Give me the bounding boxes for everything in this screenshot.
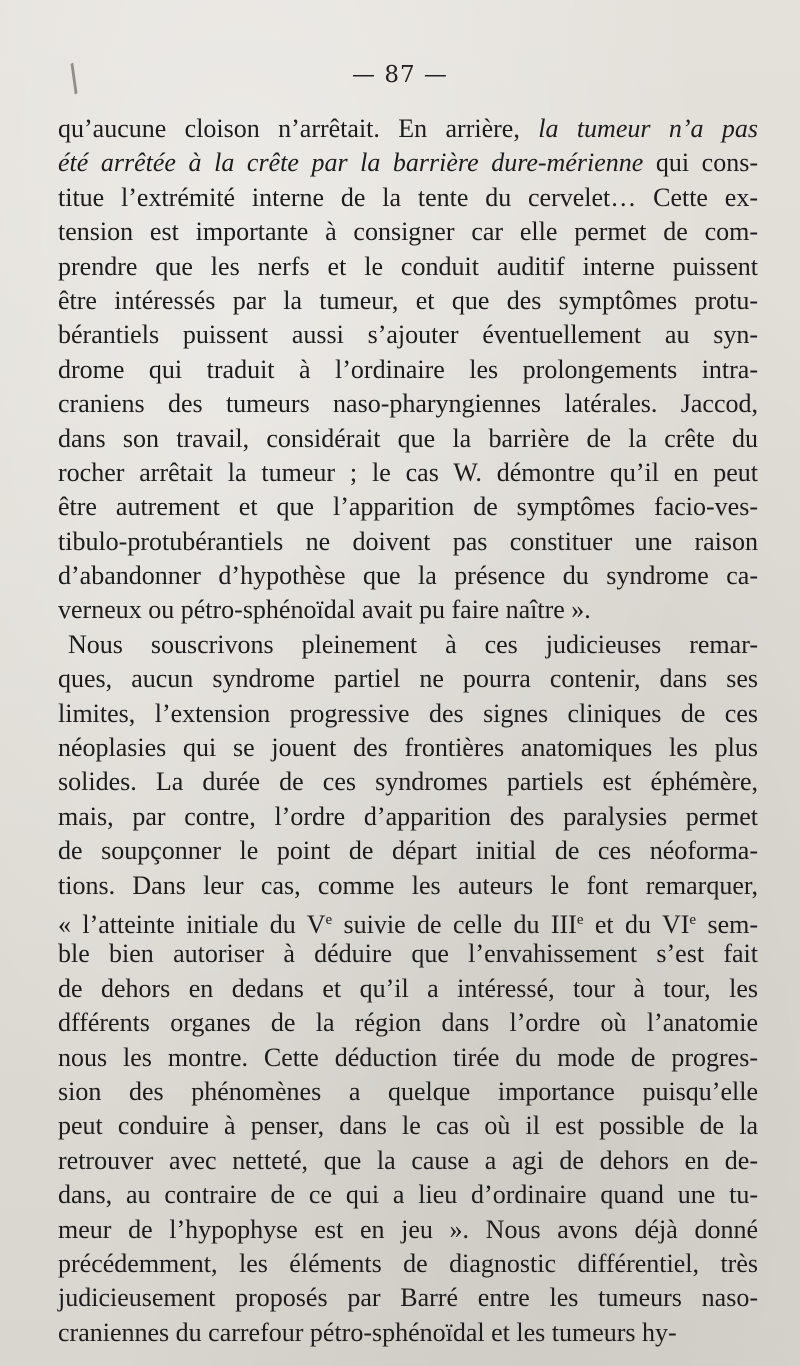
text-line: [58, 731, 758, 765]
text-line: [58, 869, 758, 903]
text-line: [58, 456, 758, 490]
paragraph: [58, 628, 758, 1350]
text-segment: dans son travail, considérait que la barrière de la crête du: [58, 423, 758, 453]
text-line: [58, 318, 758, 352]
paragraph: [58, 112, 758, 628]
text-line: [58, 903, 758, 937]
text-segment: et du VI: [583, 909, 690, 939]
text-segment: être intéressés par la tumeur, et que des symptômes protu-: [58, 285, 758, 315]
text-segment: rocher arrêtait la tumeur ; le cas W. démontre qu’il en peut: [58, 457, 758, 487]
text-line: [58, 972, 758, 1006]
superscript: e: [325, 911, 333, 928]
text-line: [58, 215, 758, 249]
text-segment: titue l’extrémité interne de la tente du cervelet… Cette ex-: [58, 182, 758, 212]
text-segment: peut conduire à penser, dans le cas où il est possible de la: [58, 1111, 758, 1141]
text-segment: bérantiels puissent aussi s’ajouter éventuellement au syn-: [58, 320, 758, 350]
superscript: e: [576, 911, 584, 928]
text-segment: qu’aucune cloison n’arrêtait. En arrière,: [58, 114, 539, 143]
text-segment: néoplasies qui se jouent des frontières anatomiques les plus: [58, 733, 758, 763]
text-segment: précédemment, les éléments de diagnostic différentiel, très: [58, 1248, 758, 1278]
italic-text: été arrêtée à la crête par la barrière dure-mérienne: [58, 148, 644, 178]
text-segment: ques, aucun syndrome partiel ne pourra contenir, dans ses: [58, 664, 758, 694]
text-segment: judicieusement proposés par Barré entre les tumeurs naso-: [58, 1283, 758, 1313]
text-line: [58, 525, 758, 559]
text-segment: dfférents organes de la région dans l’ordre où l’anatomie: [58, 1008, 758, 1038]
text-line: [58, 387, 758, 421]
text-line: [58, 800, 758, 834]
text-segment: être autrement et que l’apparition de symptômes facio-ves-: [58, 492, 758, 522]
text-segment: limites, l’extension progressive des signes cliniques de ces: [58, 698, 758, 728]
page-number: — 87 —: [352, 62, 448, 88]
text-segment: ble bien autoriser à déduire que l’envahissement s’est fait: [58, 939, 758, 969]
text-line: [58, 1144, 758, 1178]
text-line: [58, 1041, 758, 1075]
text-line: [58, 353, 758, 387]
text-line: [58, 181, 758, 215]
text-segment: tions. Dans leur cas, comme les auteurs le font remarquer,: [58, 870, 758, 900]
text-line: [58, 284, 758, 318]
text-segment: tibulo-protubérantiels ne doivent pas constituer une raison: [58, 526, 758, 556]
text-line: [58, 1006, 758, 1040]
text-segment: drome qui traduit à l’ordinaire les prolongements intra-: [58, 354, 758, 384]
text-segment: qui cons-: [643, 148, 758, 178]
text-line: [58, 834, 758, 868]
text-line: [58, 1281, 758, 1315]
body-text: [58, 112, 758, 1350]
text-segment: tension est importante à consigner car elle permet de com-: [58, 217, 758, 247]
text-line: [58, 593, 758, 627]
text-segment: craniens des tumeurs naso-pharyngiennes latérales. Jaccod,: [58, 389, 758, 419]
superscript: e: [689, 911, 697, 928]
text-line: [58, 662, 758, 696]
text-line: [58, 146, 758, 180]
text-segment: sion des phénomènes a quelque importance puisqu’elle: [58, 1076, 758, 1106]
text-line: [58, 1075, 758, 1109]
text-segment: nous les montre. Cette déduction tirée du mode de progres-: [58, 1042, 758, 1072]
text-segment: solides. La durée de ces syndromes partiels est éphémère,: [58, 767, 758, 797]
text-line: [58, 1178, 758, 1212]
text-segment: dans, au contraire de ce qui a lieu d’ordinaire quand une tu-: [58, 1180, 758, 1210]
text-line: [58, 112, 758, 146]
text-segment: retrouver avec netteté, que la cause a agi de dehors en de-: [58, 1145, 758, 1175]
text-line: [58, 1247, 758, 1281]
pencil-mark: /: [59, 57, 89, 100]
italic-text: la tumeur n’a pas: [538, 114, 758, 143]
text-line: [58, 1213, 758, 1247]
text-line: [58, 490, 758, 524]
text-line: [58, 422, 758, 456]
text-line: [58, 937, 758, 971]
text-segment: sem-: [696, 909, 759, 939]
text-segment: verneux ou pétro-sphénoïdal avait pu faire naître ».: [58, 595, 591, 625]
text-line: [58, 559, 758, 593]
text-line: [58, 1109, 758, 1143]
text-segment: craniennes du carrefour pétro-sphénoïdal et les tumeurs hy-: [58, 1317, 677, 1347]
text-segment: « l’atteinte initiale du V: [58, 909, 326, 939]
text-segment: mais, par contre, l’ordre d’apparition des paralysies permet: [58, 801, 758, 831]
text-line: [58, 765, 758, 799]
text-segment: de soupçonner le point de départ initial de ces néoforma-: [58, 836, 758, 866]
text-line: [58, 628, 758, 662]
text-line: [58, 250, 758, 284]
text-line: [58, 697, 758, 731]
text-segment: meur de l’hypophyse est en jeu ». Nous avons déjà donné: [58, 1214, 758, 1244]
text-segment: d’abandonner d’hypothèse que la présence du syndrome ca-: [58, 561, 758, 591]
text-segment: Nous souscrivons pleinement à ces judicieuses remar-: [68, 629, 758, 659]
text-segment: prendre que les nerfs et le conduit auditif interne puissent: [58, 251, 758, 281]
text-segment: de dehors en dedans et qu’il a intéressé, tour à tour, les: [58, 973, 758, 1003]
text-line: [58, 1316, 758, 1350]
text-segment: suivie de celle du III: [332, 909, 577, 939]
